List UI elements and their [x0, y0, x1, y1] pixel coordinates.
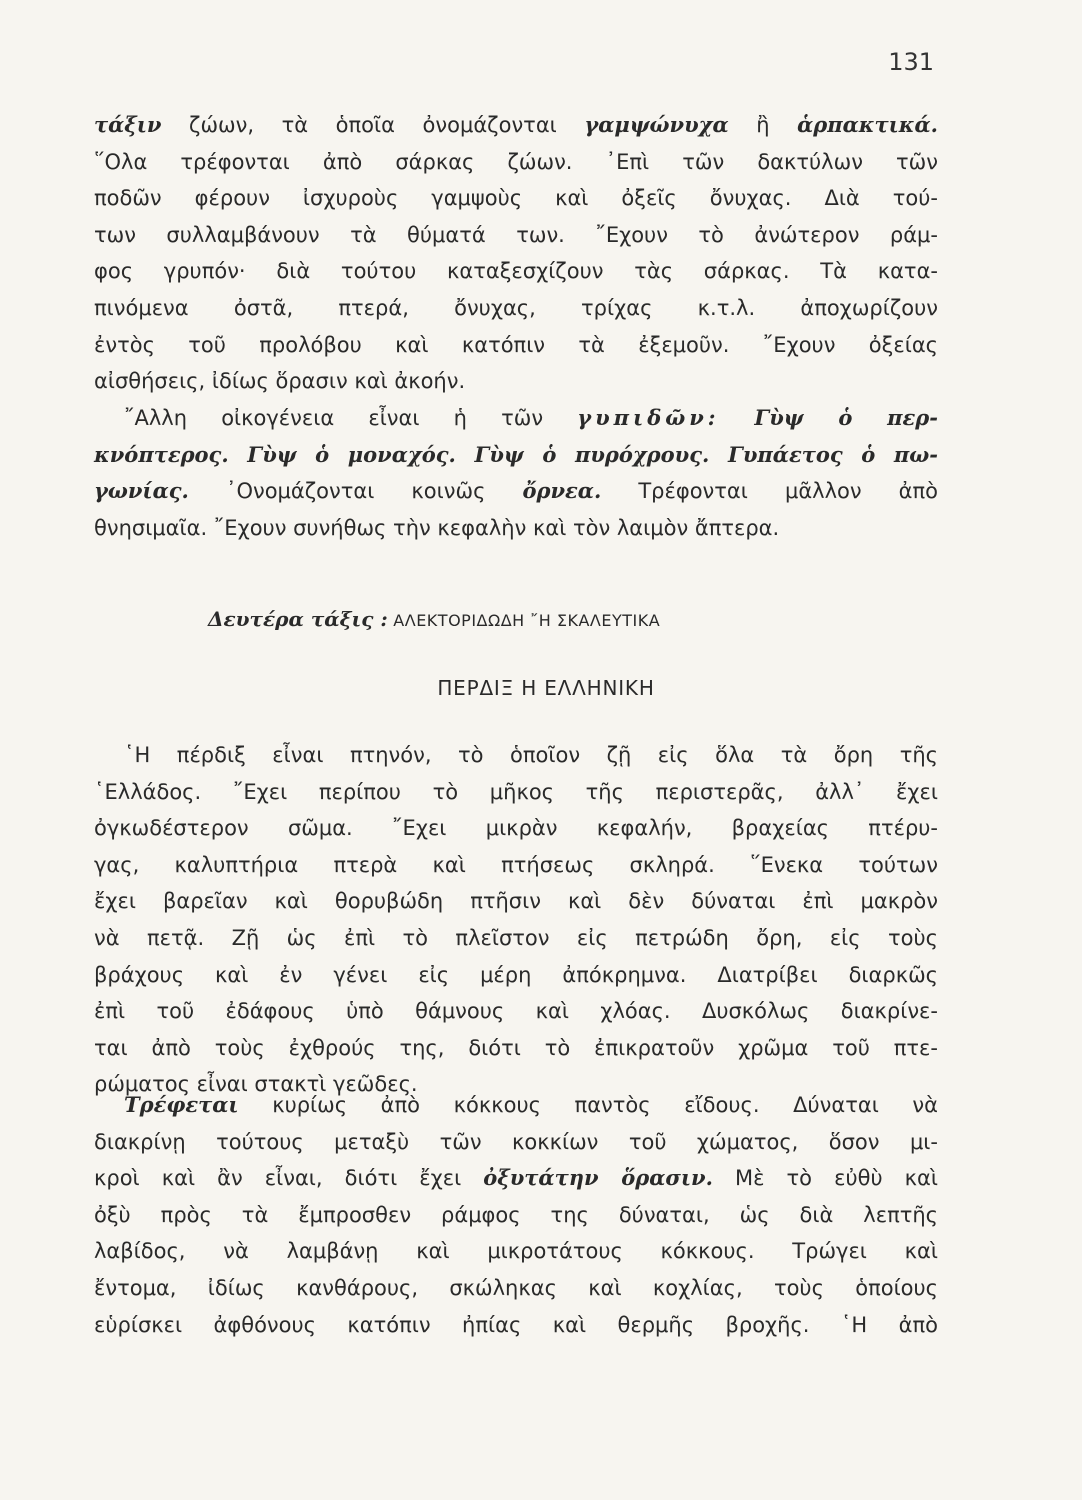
- text-line: ἔχει βαρεῖαν καὶ θορυβώδη πτῆσιν καὶ δὲν δύναται ἐπὶ μακρὸν: [94, 889, 938, 914]
- text-line: ῞Ολα τρέφονται ἀπὸ σάρκας ζώων. ᾿Επὶ τῶν δακτύλων τῶν: [94, 149, 938, 174]
- text-line: ἐπὶ τοῦ ἐδάφους ὑπὸ θάμνους καὶ χλόας. Δυσκόλως διακρίνε-: [94, 999, 938, 1024]
- term-italic: τάξιν: [94, 112, 162, 137]
- text-line: κνόπτερος. Γὺψ ὁ μοναχός. Γὺψ ὁ πυρόχρους. Γυπάετος ὁ πω-: [94, 441, 938, 467]
- text-line: ται ἀπὸ τοὺς ἐχθρούς της, διότι τὸ ἐπικρατοῦν χρῶμα τοῦ πτε-: [94, 1035, 938, 1060]
- paragraph-1: [94, 107, 938, 400]
- text-span: ᾿Ονομάζονται κοινῶς: [188, 479, 523, 504]
- text-span: ῎Αλλη οἰκογένεια εἶναι ἡ τῶν: [124, 406, 578, 430]
- term-spaced: γυπιδῶν:: [577, 405, 720, 430]
- paragraph-3: [94, 737, 938, 1103]
- text-span: ἢ: [728, 113, 798, 137]
- section-title: ΠΕΡΔΙΞ Η ΕΛΛΗΝΙΚΗ: [437, 676, 655, 700]
- text-line: των συλλαμβάνουν τὰ θύματά των. ῎Εχουν τὸ ἀνώτερον ράμ-: [94, 222, 938, 247]
- order-name: ΑΛΕΚΤΟΡΙΔΩΔΗ ῎Η ΣΚΑΛΕΥΤΙΚΑ: [387, 611, 661, 630]
- text-line: φος γρυπόν· διὰ τούτου καταξεσχίζουν τὰς σάρκας. Τὰ κατα-: [94, 259, 938, 284]
- term-italic: ἁρπακτικά.: [797, 112, 938, 137]
- text-line: πινόμενα ὀστᾶ, πτερά, ὄνυχας, τρίχας κ.τ.λ. ἀποχωρίζουν: [94, 295, 938, 320]
- order-heading: [208, 607, 660, 631]
- text-line: διακρίνῃ τούτους μεταξὺ τῶν κοκκίων τοῦ χώματος, ὅσον μι-: [94, 1129, 938, 1154]
- text-span: Τρέφονται μᾶλλον ἀπὸ: [601, 479, 939, 504]
- text-line: ῾Ελλάδος. ῎Εχει περίπου τὸ μῆκος τῆς περιστερᾶς, ἀλλ᾿ ἔχει: [94, 779, 938, 804]
- order-lead: Δευτέρα τάξις :: [208, 607, 388, 631]
- text-line: ὀξὺ πρὸς τὰ ἔμπροσθεν ράμφος της δύναται, ὡς διὰ λεπτῆς: [94, 1202, 938, 1227]
- term-italic: Τρέφεται: [124, 1092, 239, 1117]
- text-line: ὀγκωδέστερον σῶμα. ῎Εχει μικρὰν κεφαλήν, βραχείας πτέρυ-: [94, 816, 938, 841]
- text-line: [94, 1087, 938, 1124]
- text-line: εὑρίσκει ἀφθόνους κατόπιν ἠπίας καὶ θερμῆς βροχῆς. ῾Η ἀπὸ: [94, 1312, 938, 1337]
- text-span: Μὲ τὸ εὐθὺ καὶ: [712, 1166, 938, 1191]
- text-line: [94, 1160, 938, 1197]
- text-line: λαβίδος, νὰ λαμβάνῃ καὶ μικροτάτους κόκκους. Τρώγει καὶ: [94, 1239, 938, 1264]
- term-italic: ὀξυτάτην ὅρασιν.: [483, 1165, 713, 1191]
- text-line: ποδῶν φέρουν ἰσχυροὺς γαμψοὺς καὶ ὀξεῖς ὄνυχας. Διὰ τού-: [94, 186, 938, 211]
- paragraph-2: [94, 400, 938, 546]
- text-line: [94, 473, 938, 510]
- text-span: ζώων, τὰ ὁποῖα ὀνομάζονται: [161, 113, 585, 137]
- term-italic: ὄρνεα.: [522, 478, 602, 504]
- paragraph-4: [94, 1087, 938, 1343]
- text-line: γας, καλυπτήρια πτερὰ καὶ πτήσεως σκληρά. ῞Ενεκα τούτων: [94, 852, 938, 877]
- term-italic: Γὺψ ὁ περ-: [719, 405, 938, 430]
- text-line: [94, 107, 938, 144]
- text-line: βράχους καὶ ἐν γένει εἰς μέρη ἀπόκρημνα. Διατρίβει διαρκῶς: [94, 962, 938, 987]
- text-line: αἰσθήσεις, ἰδίως ὅρασιν καὶ ἀκοήν.: [94, 369, 466, 394]
- text-line: ρώματος εἶναι στακτὶ γεῶδες.: [94, 1072, 418, 1097]
- text-line: ῾Η πέρδιξ εἶναι πτηνόν, τὸ ὁποῖον ζῇ εἰς ὅλα τὰ ὄρη τῆς: [124, 743, 938, 767]
- page-number: 131: [888, 48, 934, 76]
- text-line: [94, 400, 938, 437]
- text-span: κυρίως ἀπὸ κόκκους παντὸς εἴδους. Δύναται νὰ: [238, 1093, 938, 1117]
- text-line: νὰ πετᾷ. Ζῇ ὡς ἐπὶ τὸ πλεῖστον εἰς πετρώδη ὄρη, εἰς τοὺς: [94, 925, 938, 950]
- text-span: κροὶ καὶ ἂν εἶναι, διότι ἔχει: [94, 1166, 484, 1191]
- term-italic: γαμψώνυχα: [584, 112, 729, 137]
- term-italic: γωνίας.: [94, 478, 189, 504]
- text-line: ἔντομα, ἰδίως κανθάρους, σκώληκας καὶ κοχλίας, τοὺς ὁποίους: [94, 1275, 938, 1300]
- text-line: θνησιμαῖα. ῎Εχουν συνήθως τὴν κεφαλὴν καὶ τὸν λαιμὸν ἄπτερα.: [94, 515, 780, 540]
- text-line: ἐντὸς τοῦ προλόβου καὶ κατόπιν τὰ ἐξεμοῦν. ῎Εχουν ὀξείας: [94, 332, 938, 357]
